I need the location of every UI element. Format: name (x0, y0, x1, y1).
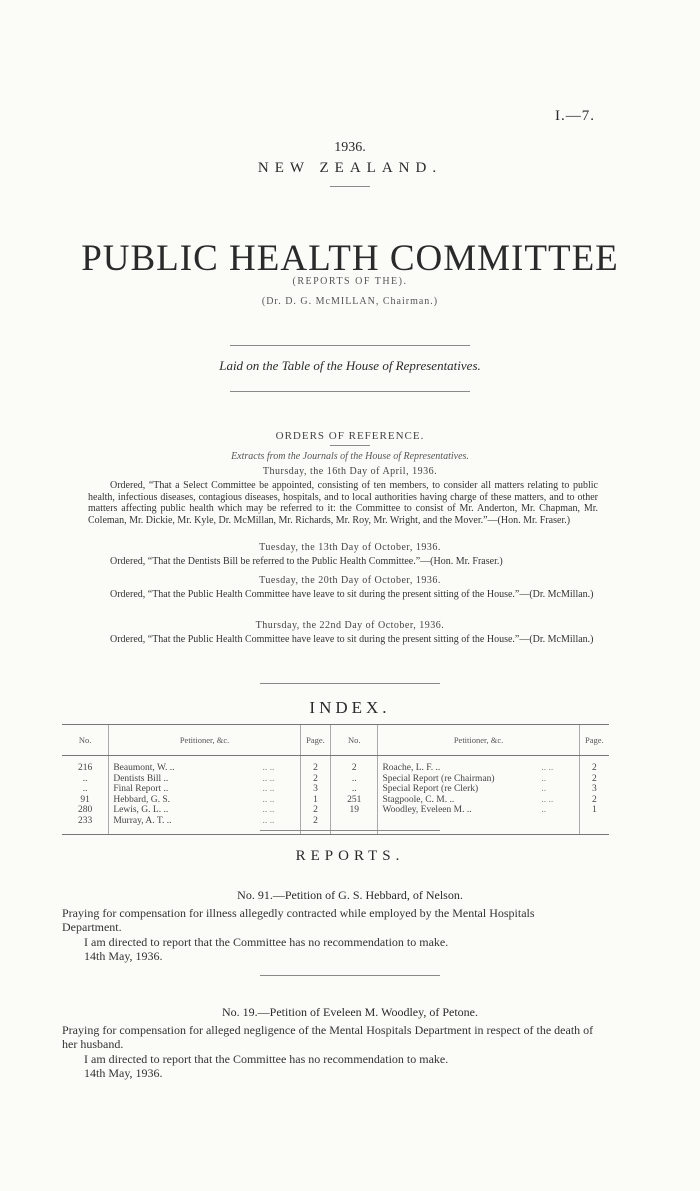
cell-page: 2 (300, 805, 330, 816)
cell-name: Special Report (re Chairman) (378, 774, 537, 785)
cell-no: 280 (78, 805, 93, 815)
page-title: PUBLIC HEALTH COMMITTEE (81, 238, 619, 279)
order-text (88, 589, 598, 601)
divider (230, 391, 470, 392)
chairman-line: (Dr. D. G. McMILLAN, Chairman.) (261, 296, 439, 307)
cell-name: Woodley, Eveleen M. .. (378, 805, 537, 816)
cell-page: 2 (300, 774, 330, 785)
cell-no: 2 (331, 756, 378, 774)
divider (330, 186, 370, 187)
cell-dots: .. .. (262, 794, 275, 805)
col-petitioner: Petitioner, &c. (378, 725, 579, 756)
cell-no: 233 (62, 816, 109, 835)
index-heading: INDEX. (309, 698, 391, 717)
order-text (88, 556, 598, 568)
cell-dots: .. .. (541, 763, 554, 773)
cell-no: 91 (80, 794, 90, 805)
petition-decision-text: I am directed to report that the Committee has no recommendation to make. (84, 935, 449, 949)
cell-no: .. (331, 784, 378, 795)
divider (260, 975, 440, 976)
extracts-line: Extracts from the Journals of the House of Representatives. (231, 451, 469, 462)
cell-dots: .. .. (262, 773, 275, 784)
cell-page: 2 (579, 774, 609, 785)
col-petitioner: Petitioner, &c. (109, 725, 300, 756)
table-row (62, 784, 609, 795)
cell-no: .. (82, 773, 88, 784)
cell-page: 1 (300, 795, 330, 806)
col-no: No. (331, 725, 378, 756)
petition-date-text: 14th May, 1936. (84, 949, 163, 963)
cell-name: Murray, A. T. .. (109, 816, 259, 835)
col-no: No. (62, 725, 109, 756)
cell-page: 2 (579, 756, 609, 774)
order-text (88, 634, 598, 646)
order-date: Tuesday, the 20th Day of October, 1936. (259, 575, 441, 586)
cell-name: Dentists Bill .. (109, 774, 259, 785)
divider (230, 345, 470, 346)
laid-on-table: Laid on the Table of the House of Representatives. (219, 358, 481, 373)
divider (260, 683, 440, 684)
cell-no (331, 816, 378, 835)
cell-no: 19 (331, 805, 378, 816)
cell-page: 2 (579, 795, 609, 806)
country-heading: NEW ZEALAND. (257, 160, 443, 176)
petition-heading: No. 19.—Petition of Eveleen M. Woodley, of Petone. (222, 1005, 478, 1019)
petition-date (62, 1066, 597, 1080)
cell-page (579, 816, 609, 835)
petition-decision (62, 1052, 597, 1066)
index-header-row (62, 725, 609, 756)
cell-no: .. (82, 784, 88, 794)
cell-name: Beaumont, W. .. (109, 756, 259, 774)
cell-name: Roache, L. F. .. (378, 756, 537, 774)
cell-name (378, 816, 537, 835)
divider (260, 830, 440, 831)
petition-date-text: 14th May, 1936. (84, 1066, 163, 1080)
petition-date (62, 949, 597, 963)
reports-heading: REPORTS. (295, 848, 405, 864)
order-date: Tuesday, the 13th Day of October, 1936. (259, 542, 441, 553)
cell-page: 2 (300, 816, 330, 835)
cell-dots: .. .. (262, 763, 275, 773)
petition-decision (62, 935, 597, 949)
cell-name: Stagpoole, C. M. .. (378, 795, 537, 806)
col-page: Page. (300, 725, 330, 756)
order-date: Thursday, the 16th Day of April, 1936. (262, 466, 438, 477)
order-text-body: Ordered, “That the Public Health Committee have leave to sit during the present sitting of the House.”—(Dr. McMillan.) (110, 634, 594, 645)
order-date: Thursday, the 22nd Day of October, 1936. (255, 620, 445, 631)
cell-page: 1 (579, 805, 609, 816)
cell-dots: .. .. (541, 794, 554, 805)
cell-dots: .. (541, 773, 547, 784)
cell-dots: .. .. (262, 805, 275, 815)
cell-no: 251 (331, 795, 378, 806)
cell-dots: .. (541, 784, 547, 794)
document-year: 1936. (334, 140, 366, 155)
table-row (62, 805, 609, 816)
petition-praying: Praying for compensation for alleged negligence of the Mental Hospitals Department in respect of the death of her husband. (62, 1023, 594, 1051)
col-page: Page. (579, 725, 609, 756)
document-reference: I.—7. (555, 108, 595, 124)
cell-dots (537, 816, 579, 835)
index-table (62, 724, 609, 835)
order-text-body: Ordered, “That the Public Health Committee have leave to sit during the present sitting of the House.”—(Dr. McMillan.) (110, 589, 594, 600)
cell-name: Final Report .. (109, 784, 259, 795)
table-row (62, 774, 609, 785)
cell-dots: .. .. (259, 816, 301, 835)
table-row (62, 756, 609, 774)
order-text-body: Ordered, “That a Select Committee be appointed, consisting of ten members, to consider all matters relating to public health, infectious diseases, contagious diseases, hospitals, and to local authorities having charge of these matters, and to other matters affecting public health which may be referred to it: the Committee to consist of Mr. Anderton, Mr. Chapman, Mr. Coleman, Mr. Dickie, Mr. Kyle, Dr. McMillan, Mr. Richards, Mr. Roy, Mr. Wright, and the Mover.”—(Hon. Mr. Fraser.) (88, 480, 598, 526)
cell-dots: .. (541, 805, 547, 815)
page-subtitle: (REPORTS OF THE). (292, 276, 408, 287)
petition-heading: No. 91.—Petition of G. S. Hebbard, of Nelson. (237, 888, 463, 902)
cell-name: Hebbard, G. S. (109, 795, 259, 806)
cell-name: Lewis, G. L. .. (109, 805, 259, 816)
cell-no: 216 (78, 763, 93, 773)
table-row (62, 795, 609, 806)
cell-name: Special Report (re Clerk) (378, 784, 537, 795)
cell-dots: .. .. (262, 784, 275, 794)
orders-heading: ORDERS OF REFERENCE. (275, 430, 425, 442)
table-row (62, 816, 609, 835)
cell-no: .. (331, 774, 378, 785)
cell-page: 3 (300, 784, 330, 795)
cell-page: 3 (579, 784, 609, 795)
order-text-body: Ordered, “That the Dentists Bill be referred to the Public Health Committee.”—(Hon. Mr. Fraser.) (110, 556, 503, 567)
cell-page: 2 (300, 756, 330, 774)
divider (330, 445, 370, 446)
petition-decision-text: I am directed to report that the Committee has no recommendation to make. (84, 1052, 449, 1066)
order-text (88, 480, 598, 526)
petition-praying: Praying for compensation for illness allegedly contracted while employed by the Mental Hospitals Department. (62, 906, 535, 934)
